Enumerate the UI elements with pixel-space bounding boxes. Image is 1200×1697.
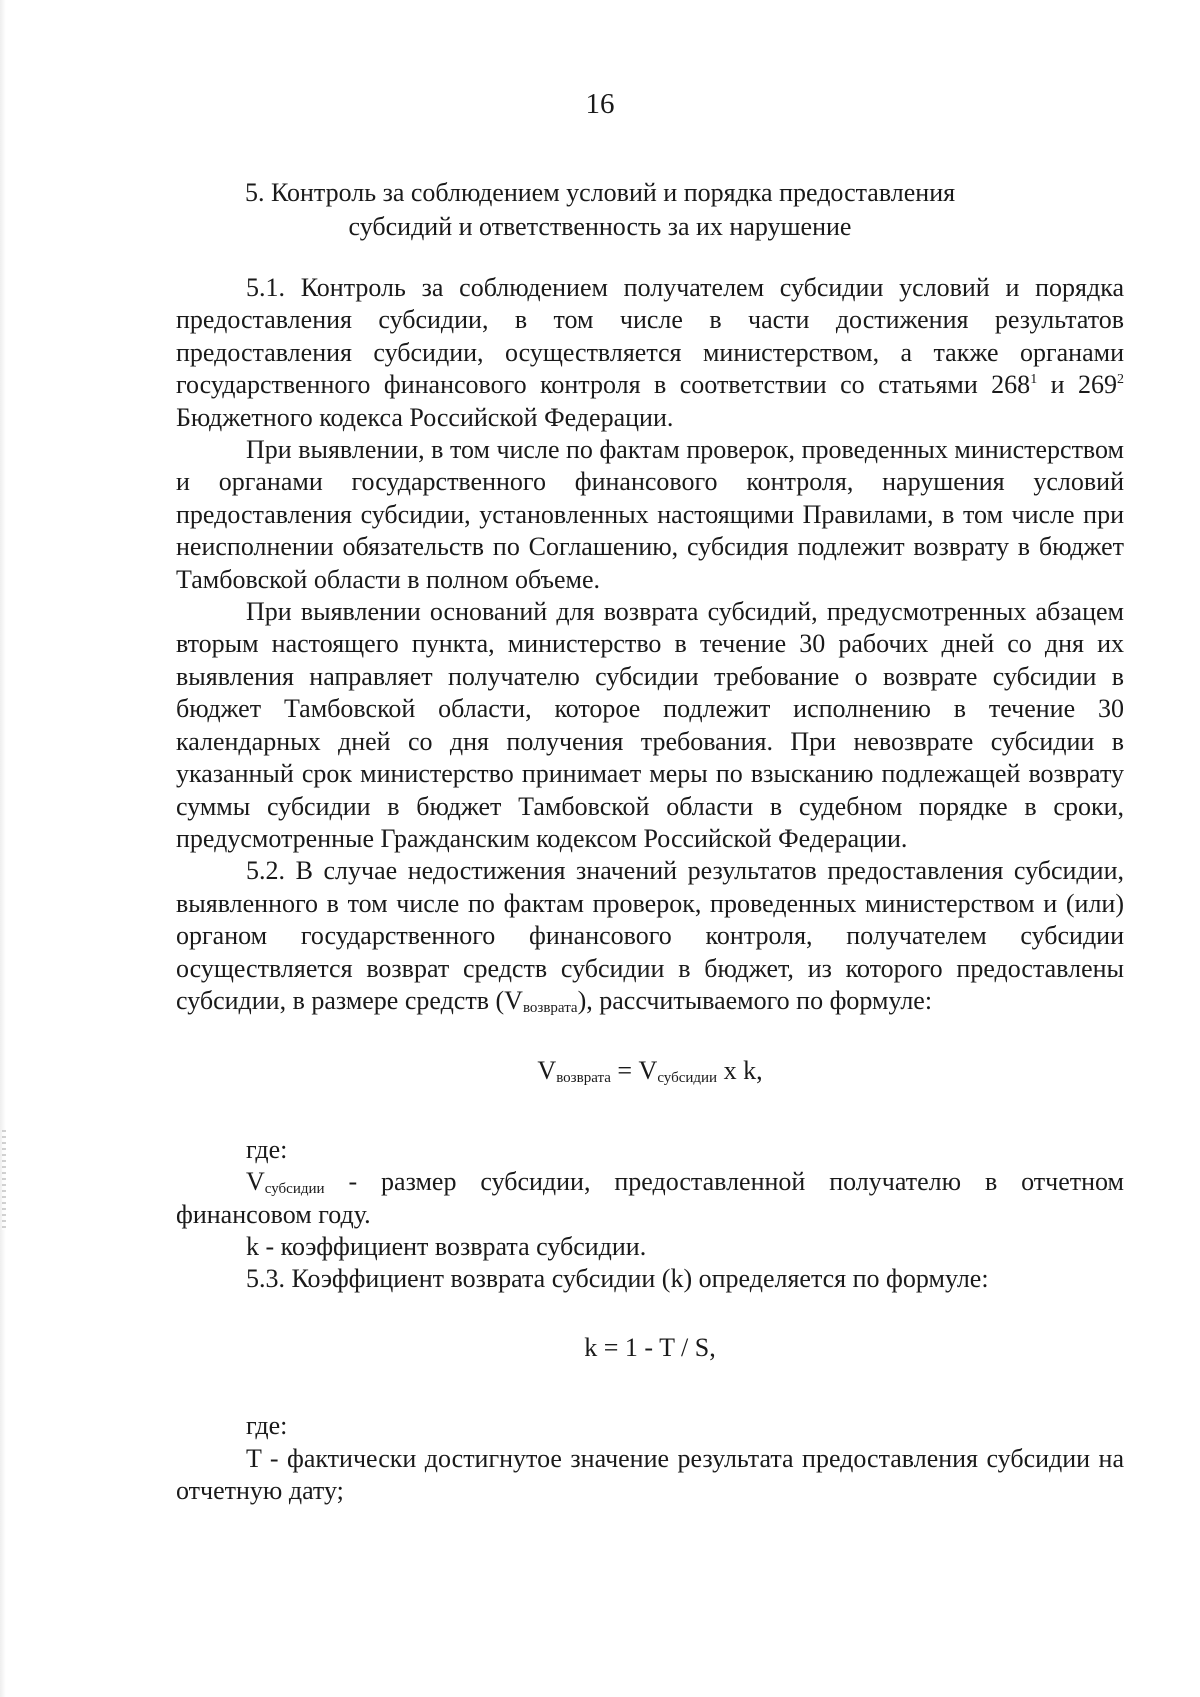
scan-marks [2, 1130, 6, 1230]
formula-1-right: x k, [717, 1056, 763, 1086]
where-label-1: где: [246, 1134, 288, 1164]
paragraph-5-1-text-b: и 269 [1037, 370, 1117, 400]
section-heading [180, 176, 1020, 244]
footnote-mark-1: 1 [1030, 372, 1038, 388]
page-number: 16 [585, 88, 615, 120]
where-label-2: где: [246, 1411, 288, 1441]
formula-return-amount [176, 1017, 1124, 1133]
section-heading-line-2: субсидий и ответственность за их нарушение [348, 212, 852, 241]
section-heading-line-1: 5. Контроль за соблюдением условий и порядка предоставления [244, 178, 956, 207]
paragraph-violation: При выявлении, в том числе по фактам проверок, проведенных министерством и органами государственного финансового контроля, нарушения условий предоставления субсидии, установленных настоящими Правилами, в том числе при неисполнении обязательств по Соглашению, субсидия подлежит возврату в бюджет Тамбовской области в полном объеме. [176, 435, 1124, 594]
paragraph-5-2-subscript: возврата [522, 999, 578, 1016]
paragraph-5-1 [176, 272, 1124, 434]
paragraph-return: При выявлении оснований для возврата субсидий, предусмотренных абзацем вторым настоящего пункта, министерство в течение 30 рабочих дней со дня их выявления направляет получателю субсидии требование о возврате субсидии в бюджет Тамбовской области, которое подлежит исполнению в течение 30 календарных дней со дня получения требования. При невозврате субсидии в указанный срок министерство принимает меры по взысканию подлежащей возврату суммы субсидии в бюджет Тамбовской области в судебном порядке в сроки, предусмотренные Гражданским кодексом Российской Федерации. [176, 597, 1124, 853]
formula-1-left-subscript: возврата [556, 1070, 611, 1087]
definition-v-subscript: субсидии [264, 1181, 325, 1198]
definition-v-text: - размер субсидии, предоставленной получателю в отчетном финансовом году. [176, 1167, 1124, 1229]
formula-1-middle-subscript: субсидии [657, 1070, 718, 1087]
scan-edge [0, 0, 6, 1697]
paragraph-5-2-text-b: ), рассчитываемого по формуле: [577, 985, 933, 1015]
body-text [176, 272, 1124, 1507]
paragraph-5-1-text-c: Бюджетного кодекса Российской Федерации. [176, 402, 674, 432]
paragraph-5-2 [176, 855, 1124, 1017]
definition-v-symbol: V [246, 1167, 265, 1197]
formula-coefficient: k = 1 - T / S, [584, 1332, 716, 1362]
paragraph-5-1-text-a: 5.1. Контроль за соблюдением получателем субсидии условий и порядка предоставления субсидии, в том числе в части достижения результатов предоставления субсидии, осуществляется министерством, а также органами государственного финансового контроля в соответствии со статьями 268 [176, 273, 1124, 400]
definition-t: T - фактически достигнутое значение результата предоставления субсидии на отчетную дату; [176, 1443, 1124, 1505]
formula-1-middle: = V [610, 1056, 658, 1086]
paragraph-5-3: 5.3. Коэффициент возврата субсидии (k) определяется по формуле: [246, 1264, 989, 1294]
definition-k: k - коэффициент возврата субсидии. [246, 1231, 647, 1261]
paragraph-5-2-text-a: 5.2. В случае недостижения значений результатов предоставления субсидии, выявленного в том числе по фактам проверок, проведенных министерством и (или) органом государственного финансового контроля, получателем субсидии осуществляется возврат средств субсидии в бюджет, из которого предоставлены субсидии, в размере средств (V [176, 856, 1124, 1015]
footnote-mark-2: 2 [1117, 372, 1124, 388]
formula-1-left: V [537, 1056, 557, 1086]
definition-v-subsidy [176, 1166, 1124, 1231]
